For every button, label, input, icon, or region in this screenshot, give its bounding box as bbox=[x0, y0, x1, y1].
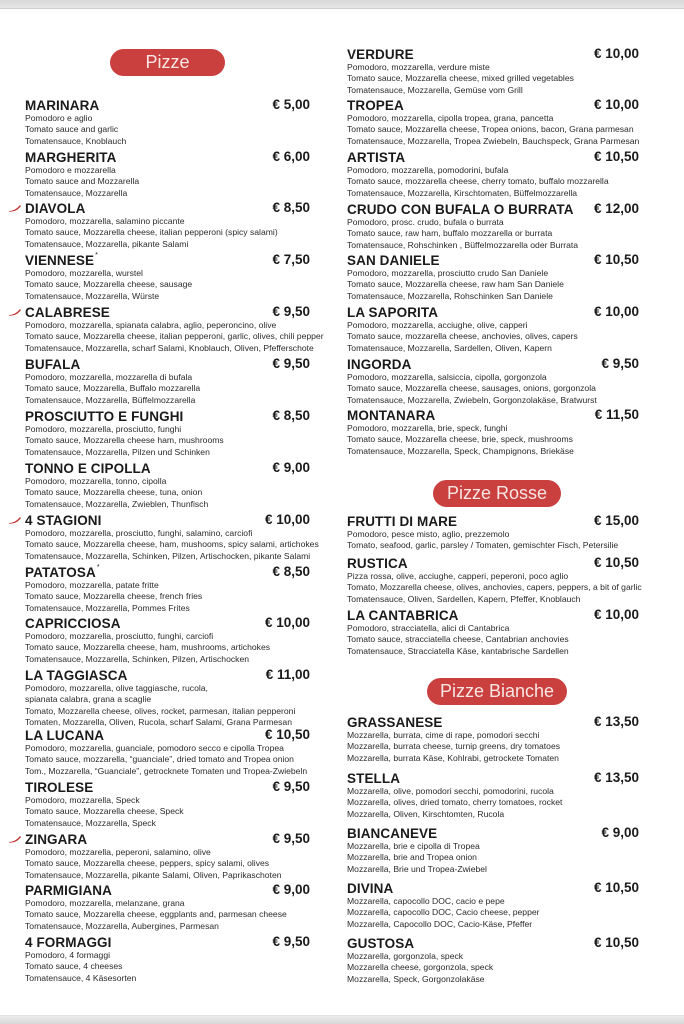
menu-item-description: Tomatensauce, Mozzarella, Schinken, Pilzen, Artischocken bbox=[25, 653, 250, 664]
menu-item-description: Mozzarella, gorgonzola, speck bbox=[347, 951, 464, 961]
menu-item-description: Pomodoro, mozzarella, prosciutto crudo San Daniele bbox=[347, 268, 549, 278]
menu-item-price: € 9,00 bbox=[601, 825, 639, 840]
menu-item-description: Mozzarella, burrata, cime di rape, pomodori secchi bbox=[347, 730, 540, 740]
menu-item-description: Mozzarella, Oliven, Kirschtomten, Rucola bbox=[347, 808, 505, 819]
menu-item-name: LA TAGGIASCA bbox=[25, 668, 128, 683]
menu-item-name: PARMIGIANA bbox=[25, 883, 112, 898]
menu-item-description: Tomato sauce, Mozzarella cheese, brie, speck, mushrooms bbox=[347, 434, 573, 445]
menu-item-name: GUSTOSA bbox=[347, 936, 415, 951]
menu-item-description: Tomatensauce, Mozzarella, Gemüse vom Grill bbox=[347, 84, 523, 95]
menu-item-description: Tomatensauce, Rohschinken , Büffelmozzarella oder Burrata bbox=[347, 239, 579, 250]
menu-item-header bbox=[347, 46, 647, 62]
menu-item-description: Tomato sauce, mozzarella cheese, cherry tomato, buffalo mozzarella bbox=[347, 176, 609, 187]
menu-item-header bbox=[25, 564, 315, 580]
menu-item-name: CRUDO CON BUFALA O BURRATA bbox=[347, 202, 574, 217]
menu-item-name: BIANCANEVE bbox=[347, 826, 438, 841]
menu-item-description: Tomato sauce, Mozzarella cheese, Tropea onions, bacon, Grana parmesan bbox=[347, 124, 634, 135]
menu-item-description: Tomato sauce and garlic bbox=[25, 124, 119, 135]
menu-item-header bbox=[347, 880, 647, 896]
menu-item-description: Tomatensauce, Mozzarella, Büffelmozzarella bbox=[25, 394, 196, 405]
menu-item-description: Pomodoro, mozzarella, Speck bbox=[25, 795, 140, 805]
menu-item-description: Pomodoro, mozzarella, prosciutto, funghi, salamino, carciofi bbox=[25, 528, 253, 538]
menu-item-description: Tomato sauce, raw ham, buffalo mozzarella or burrata bbox=[347, 228, 553, 239]
menu-item-price: € 8,50 bbox=[272, 408, 310, 423]
menu-item-description: Pomodoro e mozzarella bbox=[25, 165, 116, 175]
menu-item-description: Tomato, Mozzarella cheese, olives, anchovies, capers, peppers, a bit of garlic bbox=[347, 582, 642, 593]
menu-item bbox=[347, 97, 647, 147]
menu-item-price: € 10,00 bbox=[593, 46, 639, 61]
menu-item-header bbox=[25, 882, 315, 898]
chili-pepper-icon bbox=[8, 204, 22, 212]
menu-item-description: Pomodoro, mozzarella, spianata calabra, aglio, peperoncino, olive bbox=[25, 320, 277, 330]
menu-item-description: Mozzarella, capocollo DOC, cacio e pepe bbox=[347, 896, 505, 906]
menu-item-header bbox=[347, 252, 647, 268]
menu-item-description: Pomodoro, 4 formaggi bbox=[25, 950, 111, 960]
menu-item-description: Tomatensauce, Mozzarella, Würste bbox=[25, 290, 160, 301]
menu-item bbox=[347, 407, 647, 457]
menu-item-name: INGORDA bbox=[347, 357, 412, 372]
menu-item-description: Mozzarella, Capocollo DOC, Cacio-Käse, Pfeffer bbox=[347, 918, 533, 929]
menu-item-description: Mozzarella, brie and Tropea onion bbox=[347, 852, 477, 863]
menu-item-description: Pomodoro, pesce misto, aglio, prezzemolo bbox=[347, 529, 510, 539]
menu-item bbox=[25, 512, 319, 562]
menu-item-description: Tomatensauce, Mozzarella, Tropea Zwiebeln, Bauchspeck, Grana Parmesan bbox=[347, 135, 640, 146]
menu-item-price: € 9,50 bbox=[272, 831, 310, 846]
menu-item-description: Mozzarella, burrata Käse, Kohlrabi, getrockete Tomaten bbox=[347, 752, 559, 763]
menu-item-description: Pomodoro, mozzarella, guanciale, pomodoro secco e cipolla Tropea bbox=[25, 743, 284, 753]
menu-item-description: Tomato sauce, Mozzarella cheese, raw ham San Daniele bbox=[347, 279, 564, 290]
menu-item-description: Tomatensauce, Mozzarella, Pommes Frites bbox=[25, 602, 190, 613]
menu-item-price: € 10,50 bbox=[593, 555, 639, 570]
menu-item-header bbox=[25, 831, 315, 847]
section-title-pizze-rosse: Pizze Rosse bbox=[433, 480, 561, 507]
menu-item-description: Pomodoro, mozzarella, prosciutto, funghi bbox=[25, 424, 182, 434]
menu-item-description: Pomodoro, stracciatella, alici di Cantabrica bbox=[347, 623, 510, 633]
menu-item-price: € 5,00 bbox=[272, 97, 310, 112]
menu-item-description: Tomato sauce, Mozzarella cheese, ham, mushooms, spicy salami, artichokes bbox=[25, 539, 319, 550]
menu-item-name: MARGHERITA bbox=[25, 150, 117, 165]
menu-item-description: Mozzarella, Speck, Gorgonzolakäse bbox=[347, 973, 485, 984]
menu-item-header bbox=[25, 252, 315, 268]
chili-pepper-icon bbox=[8, 835, 22, 843]
menu-item-name: 4 FORMAGGI bbox=[25, 935, 112, 950]
menu-item-description: Pomodoro, mozzarella, prosciutto, funghi, carciofi bbox=[25, 631, 214, 641]
menu-item-description: Tomatensauce, Mozzarella, scharf Salami, Knoblauch, Oliven, Pfefferschote bbox=[25, 342, 314, 353]
menu-item bbox=[25, 831, 315, 881]
menu-item-description: Tomato sauce, Mozzarella cheese, eggplants and, parmesan cheese bbox=[25, 909, 287, 920]
menu-item-price: € 15,00 bbox=[593, 513, 639, 528]
menu-item-description: Tomatensauce, Mozzarella, Schinken, Pilzen, Artischocken, pikante Salami bbox=[25, 550, 311, 561]
menu-item-description: Tomato sauce, Mozzarella cheese, ham, mushrooms, artichokes bbox=[25, 642, 271, 653]
menu-item-description: Tomato sauce, Mozzarella cheese, tuna, onion bbox=[25, 487, 203, 498]
menu-item-name: PATATOSA bbox=[25, 565, 96, 580]
menu-item-description: Tomatensauce, Mozzarella, Aubergines, Parmesan bbox=[25, 920, 219, 931]
menu-item-description: Pomodoro, mozzarella, tonno, cipolla bbox=[25, 476, 167, 486]
menu-item-header bbox=[347, 407, 647, 423]
menu-item-header bbox=[347, 513, 647, 529]
menu-item-description: Pomodoro, mozzarella, patate fritte bbox=[25, 580, 159, 590]
menu-item-header bbox=[25, 512, 315, 528]
menu-item-name: CALABRESE bbox=[25, 305, 110, 320]
menu-item-header bbox=[25, 727, 315, 743]
menu-item-description: Tomatensauce, Mozzarella bbox=[25, 187, 128, 198]
menu-item-description: Tomatensauce, Mozzarella, Zwieblen, Thunfisch bbox=[25, 498, 209, 509]
menu-item-description: Pomodoro, mozzarella, salamino piccante bbox=[25, 216, 185, 226]
menu-item-header bbox=[25, 460, 315, 476]
menu-item-price: € 10,50 bbox=[264, 727, 310, 742]
menu-item-name: TROPEA bbox=[347, 98, 404, 113]
menu-item bbox=[347, 252, 647, 302]
menu-item-description: Tomato sauce, stracciatella cheese, Cantabrian anchovies bbox=[347, 634, 569, 645]
menu-item-description: Tom., Mozzarella, “Guanciale”, getrocknete Tomaten und Tropea-Zwiebeln bbox=[25, 765, 308, 776]
menu-item-name: PROSCIUTTO E FUNGHI bbox=[25, 409, 184, 424]
menu-item-description: Tomatensauce, Knoblauch bbox=[25, 135, 127, 146]
menu-item-description: Tomatensauce, Mozzarella, Rohschinken San Daniele bbox=[347, 290, 553, 301]
menu-item-description: Tomatensauce, Mozzarella, Kirschtomaten, Büffelmozzarella bbox=[347, 187, 578, 198]
menu-item-name: BUFALA bbox=[25, 357, 81, 372]
menu-item-header bbox=[25, 779, 315, 795]
menu-item-description: Tomatensauce, Oliven, Sardellen, Kapern, Pfeffer, Knoblauch bbox=[347, 593, 581, 604]
menu-item-description: Pomodoro, prosc. crudo, bufala o burrata bbox=[347, 217, 504, 227]
menu-item-description: Tomatensauce, Mozzarella, Speck bbox=[25, 817, 156, 828]
menu-item-description: Mozzarella, capocollo DOC, Cacio cheese, pepper bbox=[347, 907, 540, 918]
menu-item bbox=[25, 304, 324, 354]
menu-item bbox=[347, 555, 647, 605]
menu-item-description: Tomato sauce and Mozzarella bbox=[25, 176, 140, 187]
menu-item-name: ARTISTA bbox=[347, 150, 406, 165]
menu-item-description: Pomodoro, mozzarella, mozzarella di bufala bbox=[25, 372, 193, 382]
menu-item bbox=[347, 770, 647, 820]
menu-item-description: Pomodoro, mozzarella, olive taggiasche, rucola, bbox=[25, 683, 208, 693]
menu-item-price: € 11,00 bbox=[265, 667, 310, 682]
menu-item-header bbox=[347, 770, 647, 786]
menu-item bbox=[347, 46, 647, 96]
menu-item-price: € 10,00 bbox=[593, 97, 639, 112]
menu-item-description: Pizza rossa, olive, acciughe, capperi, peperoni, poco aglio bbox=[347, 571, 569, 581]
menu-item-header bbox=[25, 97, 315, 113]
menu-item-description: Pomodoro, mozzarella, salsiccia, cipolla, gorgonzola bbox=[347, 372, 547, 382]
menu-item-name: RUSTICA bbox=[347, 556, 408, 571]
menu-item bbox=[25, 460, 315, 510]
menu-item-description: Pomodoro e aglio bbox=[25, 113, 93, 123]
menu-item-description: Pomodoro, mozzarella, brie, speck, funghi bbox=[347, 423, 508, 433]
frozen-ingredient-mark: * bbox=[95, 252, 98, 259]
menu-item-description: Mozzarella, olive, pomodori secchi, pomodorini, rucola bbox=[347, 786, 554, 796]
menu-item-header bbox=[25, 356, 315, 372]
menu-item bbox=[25, 934, 315, 984]
menu-item bbox=[25, 149, 315, 199]
menu-item bbox=[25, 779, 315, 829]
menu-item-description: Tomatensauce, Mozzarella, Zwiebeln, Gorgonzolakäse, Bratwurst bbox=[347, 394, 597, 405]
menu-item-header bbox=[25, 200, 315, 216]
menu-item-description: Tomatensauce, Stracciatella Käse, kantabrische Sardellen bbox=[347, 645, 569, 656]
frozen-ingredient-mark: * bbox=[96, 564, 100, 571]
menu-item-description: Pomodoro, mozzarella, acciughe, olive, capperi bbox=[347, 320, 528, 330]
menu-item-price: € 10,00 bbox=[593, 304, 639, 319]
menu-item-description: Mozzarella, Brie und Tropea-Zwiebel bbox=[347, 863, 487, 874]
menu-item-header bbox=[347, 97, 647, 113]
menu-item-header bbox=[25, 304, 315, 320]
chili-pepper-icon bbox=[8, 516, 22, 524]
menu-item-price: € 10,00 bbox=[264, 512, 310, 527]
menu-item bbox=[25, 564, 315, 614]
menu-item-description: Tomato sauce, Mozzarella cheese, peppers, spicy salami, olives bbox=[25, 858, 270, 869]
menu-item-price: € 12,00 bbox=[593, 201, 639, 216]
menu-item-header bbox=[25, 667, 315, 683]
menu-item-name: VIENNESE bbox=[25, 253, 95, 268]
menu-item-name: STELLA bbox=[347, 771, 401, 786]
menu-item-header bbox=[347, 825, 647, 841]
menu-item-description: Tomato sauce, Mozzarella cheese, sausages, onions, gorgonzola bbox=[347, 383, 596, 394]
menu-item-price: € 10,00 bbox=[264, 615, 310, 630]
menu-item-name: VERDURE bbox=[347, 47, 414, 62]
menu-item bbox=[347, 513, 647, 552]
menu-item bbox=[347, 714, 647, 764]
menu-item-price: € 10,50 bbox=[593, 880, 639, 895]
menu-item-description: Tomatensauce, Mozzarella, Speck, Champignons, Briekäse bbox=[347, 445, 574, 456]
menu-item-description: Tomato sauce, Mozzarella cheese, mixed grilled vegetables bbox=[347, 73, 574, 84]
menu-item-price: € 10,50 bbox=[593, 252, 639, 267]
menu-item-description: Mozzarella, brie e cipolla di Tropea bbox=[347, 841, 480, 851]
menu-item-price: € 8,50 bbox=[272, 564, 310, 579]
menu-item-price: € 6,00 bbox=[272, 149, 310, 164]
menu-item-price: € 9,50 bbox=[601, 356, 639, 371]
menu-item-price: € 13,50 bbox=[593, 714, 639, 729]
menu-item-description: Mozzarella cheese, gorgonzola, speck bbox=[347, 962, 494, 973]
menu-item bbox=[25, 882, 315, 932]
menu-item bbox=[25, 356, 315, 406]
menu-item bbox=[25, 667, 315, 728]
menu-item-price: € 9,50 bbox=[272, 779, 310, 794]
menu-item-description: Tomatensauce, Mozzarella, Sardellen, Oliven, Kapern bbox=[347, 342, 552, 353]
menu-item-description: Tomato sauce, mozzarella, “guanciale”, dried tomato and Tropea onion bbox=[25, 754, 294, 765]
menu-item-price: € 9,50 bbox=[272, 356, 310, 371]
menu-item bbox=[347, 607, 647, 657]
menu-item-description: Pomodoro, mozzarella, cipolla tropea, grana, pancetta bbox=[347, 113, 554, 123]
menu-item-name: LA CANTABRICA bbox=[347, 608, 459, 623]
top-edge bbox=[0, 0, 684, 9]
menu-item bbox=[25, 200, 315, 250]
menu-item-header bbox=[25, 149, 315, 165]
menu-item-description: Tomaten, Mozzarella, Oliven, Rucola, scharf Salami, Grana Parmesan bbox=[25, 716, 292, 727]
menu-item-name: TONNO E CIPOLLA bbox=[25, 461, 151, 476]
menu-item-description: Tomato sauce, Mozzarella cheese, sausage bbox=[25, 279, 193, 290]
menu-item-header bbox=[25, 615, 315, 631]
menu-item-header bbox=[347, 201, 647, 217]
menu-item-price: € 9,50 bbox=[272, 304, 310, 319]
menu-item bbox=[347, 201, 647, 251]
menu-item-description: Pomodoro, mozzarella, pomodorini, bufala bbox=[347, 165, 509, 175]
menu-item-name: CAPRICCIOSA bbox=[25, 616, 121, 631]
menu-item-price: € 10,50 bbox=[593, 149, 639, 164]
menu-item bbox=[25, 615, 315, 665]
menu-item bbox=[25, 97, 315, 147]
menu-item-price: € 8,50 bbox=[272, 200, 310, 215]
menu-item bbox=[347, 149, 647, 199]
menu-item-header bbox=[347, 356, 647, 372]
menu-item-price: € 7,50 bbox=[272, 252, 310, 267]
menu-item-price: € 9,00 bbox=[272, 882, 310, 897]
menu-item-header bbox=[347, 714, 647, 730]
menu-item-description: Tomato, seafood, garlic, parsley / Tomaten, gemischter Fisch, Petersilie bbox=[347, 540, 619, 551]
chili-pepper-icon bbox=[8, 308, 22, 316]
menu-item-name: LA SAPORITA bbox=[347, 305, 439, 320]
menu-item-name: 4 STAGIONI bbox=[25, 513, 102, 528]
menu-item-header bbox=[347, 555, 647, 571]
menu-item-name: FRUTTI DI MARE bbox=[347, 514, 458, 529]
menu-item-header bbox=[347, 607, 647, 623]
section-title-pizze-bianche: Pizze Bianche bbox=[427, 678, 567, 705]
menu-item-header bbox=[347, 149, 647, 165]
menu-item-price: € 10,00 bbox=[593, 607, 639, 622]
menu-item-description: Tomatensauce, Mozzarella, pikante Salami bbox=[25, 238, 189, 249]
menu-item-name: DIAVOLA bbox=[25, 201, 86, 216]
menu-item-description: Tomato sauce, Mozzarella cheese, french fries bbox=[25, 591, 203, 602]
menu-item-header bbox=[347, 935, 647, 951]
menu-item-description: Tomato sauce, Mozzarella, Buffalo mozzarella bbox=[25, 383, 201, 394]
menu-item-description: spianata calabra, grana a scaglie bbox=[25, 694, 152, 705]
menu-item-price: € 11,50 bbox=[594, 407, 639, 422]
menu-item-description: Tomato sauce, Mozzarella cheese, Speck bbox=[25, 806, 184, 817]
menu-item-description: Mozzarella, olives, dried tomato, cherry tomatoes, rocket bbox=[347, 797, 563, 808]
menu-item-description: Tomato sauce, Mozzarella cheese, italian pepperoni (spicy salami) bbox=[25, 227, 278, 238]
menu-item bbox=[25, 727, 315, 777]
menu-item-description: Mozzarella, burrata cheese, turnip greens, dry tomatoes bbox=[347, 741, 561, 752]
menu-item-price: € 9,00 bbox=[272, 460, 310, 475]
menu-item-description: Tomato sauce, mozzarella cheese, anchovies, olives, capers bbox=[347, 331, 578, 342]
bottom-edge bbox=[0, 1015, 684, 1024]
menu-item-price: € 13,50 bbox=[593, 770, 639, 785]
menu-item-price: € 10,50 bbox=[593, 935, 639, 950]
menu-item-description: Tomatensauce, 4 Käsesorten bbox=[25, 972, 137, 983]
menu-item-description: Tomatensauce, Mozzarella, Pilzen und Schinken bbox=[25, 446, 210, 457]
menu-item bbox=[347, 825, 647, 875]
menu-item-name: ZINGARA bbox=[25, 832, 88, 847]
menu-item-name: MARINARA bbox=[25, 98, 100, 113]
menu-item-price: € 9,50 bbox=[272, 934, 310, 949]
menu-item-description: Tomato sauce, Mozzarella cheese ham, mushrooms bbox=[25, 435, 224, 446]
menu-item-name: LA LUCANA bbox=[25, 728, 105, 743]
section-title-pizze: Pizze bbox=[110, 49, 225, 76]
menu-item-description: Pomodoro, mozzarella, peperoni, salamino, olive bbox=[25, 847, 211, 857]
menu-item bbox=[25, 252, 315, 302]
menu-item-description: Tomato sauce, Mozzarella cheese, italian pepperoni, garlic, olives, chili pepper bbox=[25, 331, 324, 342]
menu-item-name: GRASSANESE bbox=[347, 715, 443, 730]
menu-item-description: Tomatensauce, Mozzarella, pikante Salami, Oliven, Paprikaschoten bbox=[25, 869, 282, 880]
menu-item-description: Pomodoro, mozzarella, wurstel bbox=[25, 268, 143, 278]
menu-item-header bbox=[25, 934, 315, 950]
menu-item-name: MONTANARA bbox=[347, 408, 436, 423]
menu-item-name: TIROLESE bbox=[25, 780, 94, 795]
menu-item-name: SAN DANIELE bbox=[347, 253, 440, 268]
menu-item-name: DIVINA bbox=[347, 881, 394, 896]
menu-item-header bbox=[347, 304, 647, 320]
menu-item bbox=[347, 304, 647, 354]
menu-item-description: Pomodoro, mozzarella, melanzane, grana bbox=[25, 898, 185, 908]
menu-item bbox=[347, 880, 647, 930]
menu-item-header bbox=[25, 408, 315, 424]
menu-item-description: Tomato sauce, 4 cheeses bbox=[25, 961, 123, 972]
menu-item bbox=[347, 356, 647, 406]
menu-item-description: Pomodoro, mozzarella, verdure miste bbox=[347, 62, 490, 72]
menu-item bbox=[347, 935, 647, 985]
menu-item bbox=[25, 408, 315, 458]
menu-item-description: Tomato, Mozzarella cheese, olives, rocket, parmesan, italian pepperoni bbox=[25, 705, 296, 716]
